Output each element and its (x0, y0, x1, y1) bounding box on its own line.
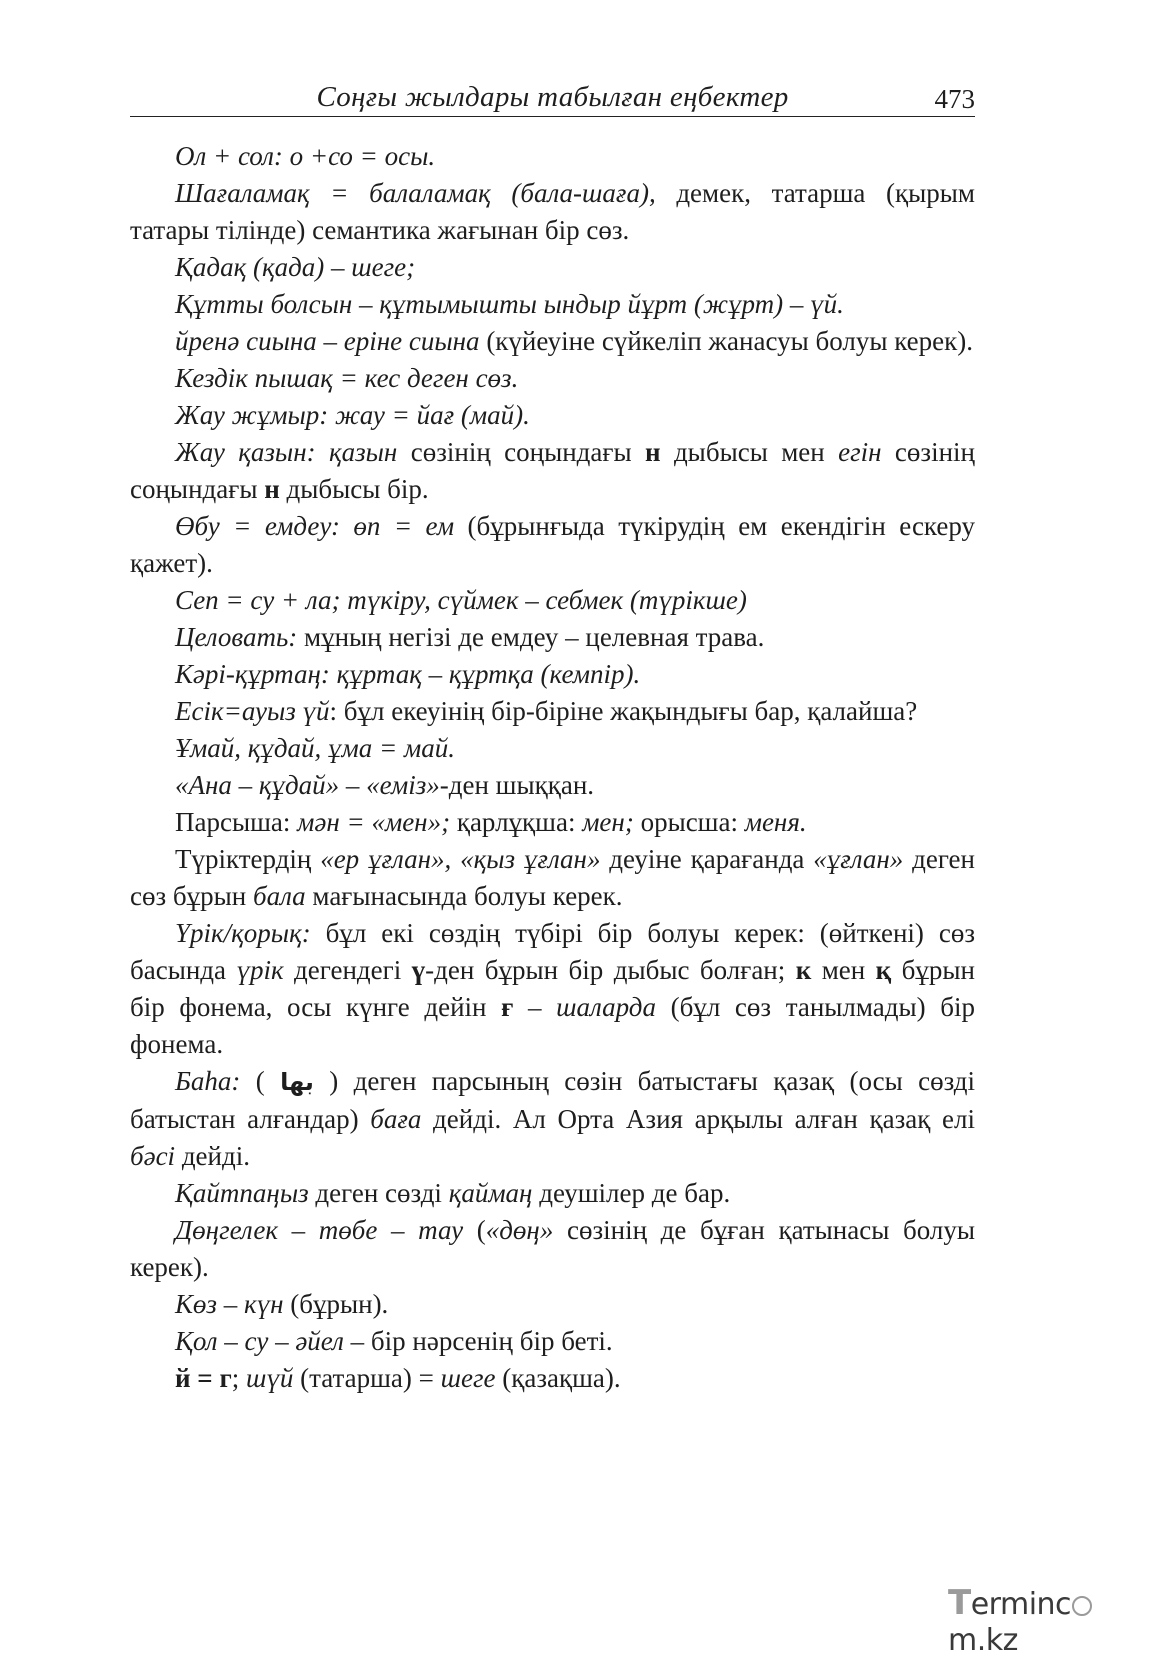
paragraph: Целовать: мұның негізі де емдеу – целевная трава. (175, 622, 765, 652)
arabic-word: بها (280, 1068, 314, 1096)
paragraph: Түріктердің «ер ұғлан», «қыз ұғлан» деуіне қарағанда «ұғлан» деген сөз бұрын бала мағынасында болуы керек. (130, 844, 975, 911)
paragraph: Парсыша: мəн = «мен»; қарлұқша: мен; орысша: меня. (175, 807, 807, 837)
paragraph: Қол – су – əйел – бір нəрсенің бір беті. (175, 1326, 613, 1356)
watermark-logo: Termincm.kz (948, 1583, 1148, 1623)
paragraph: Ұмай, құдай, ұма = май. (175, 733, 455, 763)
running-title: Соңғы жылдары табылған еңбектер (316, 81, 789, 113)
paragraph: Өбу = емдеу: өп = ем (бұрынғыда түкірудің ем екендігін ескеру қажет). (130, 511, 976, 578)
paragraph: Жау қазын: қазын сөзінің соңындағы н дыбысы мен егін сөзінің соңындағы н дыбысы бір. (130, 437, 975, 504)
paragraph: Есік=ауыз үй: бұл екеуінің бір-біріне жақындығы бар, қалайша? (175, 696, 918, 726)
paragraph: Құтты болсын – құтымышты ындыр йұрт (жұрт) – үй. (175, 289, 844, 319)
running-header (130, 80, 975, 117)
paragraph: Дөңгелек – төбе – тау («дөң» сөзінің де бұған қатынасы болуы керек). (130, 1215, 975, 1282)
paragraph: Ол + сол: о +со = осы. (175, 141, 436, 171)
paragraph: Сеп = су + ла; түкіру, сүймек – себмек (түрікше) (175, 585, 747, 615)
search-icon (1072, 1596, 1092, 1616)
paragraph: йренə сиына – еріне сиына (күйеуіне сүйкеліп жанасуы болуы керек). (175, 326, 974, 356)
paragraph: Кəрі-құртаң: құртақ – құртқа (кемпір). (175, 659, 641, 689)
paragraph: «Ана – құдай» – «еміз»-ден шыққан. (175, 770, 595, 800)
paragraph: Үрік/қорық: бұл екі сөздің түбірі бір болуы керек: (өйткені) сөз басында үрік дегендегі ү-ден бұрын бір дыбыс болған; к мен қ бұрын бір фонема, осы күнге дейін ғ – шаларда (бұл сөз танылмады) бір фонема. (130, 918, 976, 1059)
paragraph: Шағаламақ = балаламақ (бала-шаға), демек, татарша (қырым татары тілінде) семантика жағынан бір сөз. (130, 178, 975, 245)
paragraph: й = г; шүй (татарша) = шеге (қазақша). (175, 1363, 621, 1393)
paragraph: Баһа: ( بها ) деген парсының сөзін батыстағы қазақ (осы сөзді батыстан алғандар) баға дейді. Ал Орта Азия арқылы алған қазақ елі бəсі дейді. (130, 1066, 975, 1171)
paragraph: Жау жұмыр: жау = йағ (май). (175, 400, 530, 430)
paragraph: Қадақ (қада) – шеге; (175, 252, 416, 282)
page-number: 473 (934, 84, 975, 114)
paragraph: Қайтпаңыз деген сөзді қаймаң деушілер де бар. (175, 1178, 731, 1208)
paragraph: Көз – күн (бұрын). (175, 1289, 389, 1319)
body-text (130, 138, 975, 1397)
paragraph: Кездік пышақ = кес деген сөз. (175, 363, 519, 393)
